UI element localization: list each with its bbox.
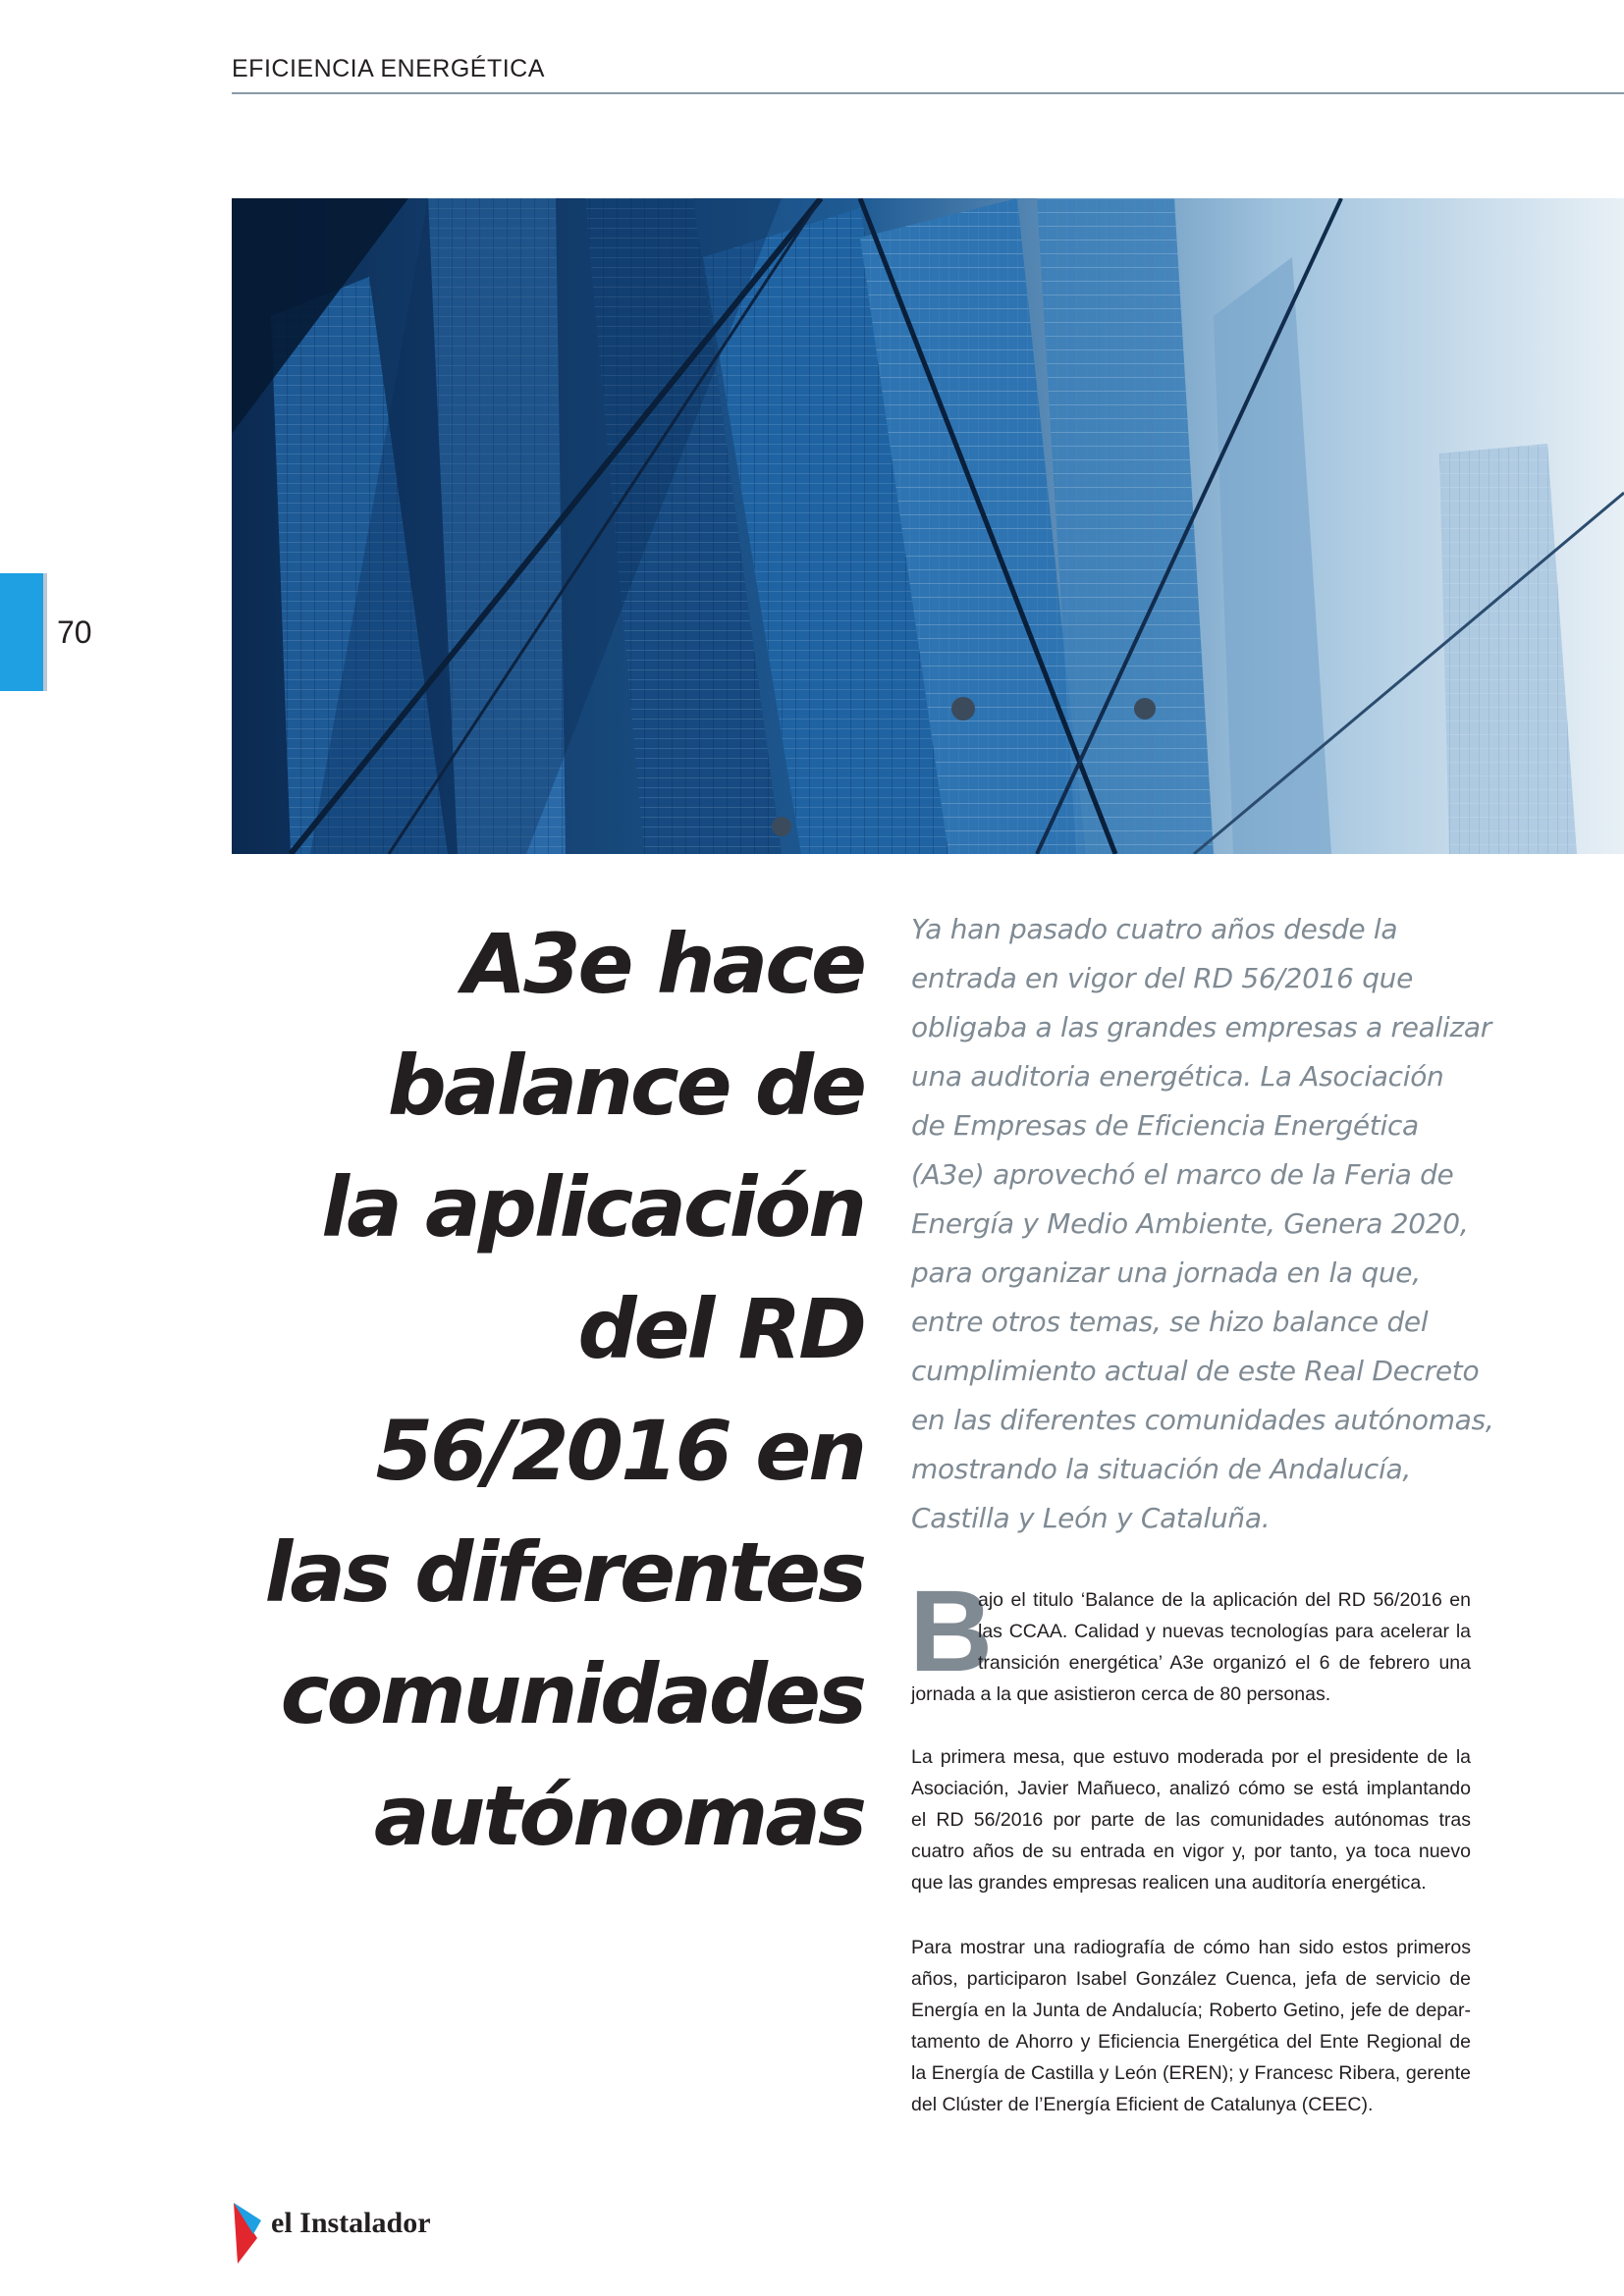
logo-text: el Instalador xyxy=(271,2207,431,2239)
lead-line: para organizar una jornada en la que, xyxy=(911,1256,1421,1289)
section-header: EFICIENCIA ENERGÉTICA xyxy=(232,55,545,82)
body-line: tamento de Ahorro y Eficiencia Energética del Ente Regional de xyxy=(911,2031,1471,2053)
title-line: 56/2016 en xyxy=(375,1403,864,1499)
lead-line: de Empresas de Eficiencia Energética xyxy=(911,1109,1419,1142)
body-line: ajo el titulo ‘Balance de la aplicación del RD 56/2016 en xyxy=(978,1589,1471,1611)
title-line: comunidades xyxy=(280,1646,864,1742)
body-paragraph-1 xyxy=(909,1567,1471,1710)
body-paragraph-2 xyxy=(911,1741,1471,1898)
lead-line: mostrando la situación de Andalucía, xyxy=(911,1453,1411,1485)
title-line: balance de xyxy=(387,1038,864,1134)
body-line: La primera mesa, que estuvo moderada por el presidente de la xyxy=(911,1746,1471,1768)
article-title xyxy=(196,903,864,1877)
lead-line: obligaba a las grandes empresas a realizar xyxy=(911,1011,1491,1043)
lead-line: cumplimiento actual de este Real Decreto xyxy=(911,1355,1480,1387)
lead-line: en las diferentes comunidades autónomas, xyxy=(911,1404,1494,1436)
body-line: que las grandes empresas realicen una auditoría energética. xyxy=(911,1872,1427,1894)
lead-line: Energía y Medio Ambiente, Genera 2020, xyxy=(911,1207,1469,1240)
body-line: las CCAA. Calidad y nuevas tecnologías para acelerar la xyxy=(978,1621,1471,1642)
title-line: A3e hace xyxy=(462,916,864,1012)
lead-line: entre otros temas, se hizo balance del xyxy=(911,1306,1429,1338)
lead-line: entrada en vigor del RD 56/2016 que xyxy=(911,962,1414,994)
lead-line: (A3e) aprovechó el marco de la Feria de xyxy=(911,1158,1454,1191)
page-tab-marker xyxy=(0,573,47,691)
body-line: la Energía de Castilla y León (EREN); y Francesc Ribera, gerente xyxy=(911,2062,1471,2084)
glass-skyscrapers-photo-icon xyxy=(232,198,1624,854)
page-number: 70 xyxy=(57,614,92,650)
body-line: del Clúster de l’Energía Eficient de Catalunya (CEEC). xyxy=(911,2094,1374,2115)
title-line: del RD xyxy=(577,1281,864,1377)
header-rule xyxy=(232,92,1624,94)
body-line: jornada a la que asistieron cerca de 80 personas. xyxy=(911,1683,1331,1705)
body-line: Energía en la Junta de Andalucía; Roberto Getino, jefe de depar- xyxy=(911,2000,1471,2021)
body-line: Para mostrar una radiografía de cómo han sido estos primeros xyxy=(911,1937,1471,1958)
hero-image xyxy=(232,198,1624,854)
body-line: transición energética’ A3e organizó el 6 de febrero una xyxy=(978,1652,1471,1674)
title-line: autónomas xyxy=(373,1768,864,1864)
lead-line: Ya han pasado cuatro años desde la xyxy=(911,913,1398,945)
lead-line: Castilla y León y Cataluña. xyxy=(911,1502,1271,1534)
body-line: Asociación, Javier Mañueco, analizó cómo se está implantando xyxy=(911,1778,1471,1799)
title-line: las diferentes xyxy=(264,1524,864,1621)
title-line: la aplicación xyxy=(321,1159,864,1255)
drop-cap: B xyxy=(909,1567,994,1696)
article-lead xyxy=(911,905,1510,1543)
body-paragraph-3 xyxy=(911,1932,1471,2120)
body-line: cuatro años de su entrada en vigor y, por tanto, ya toca nuevo xyxy=(911,1841,1471,1862)
lead-line: una auditoria energética. La Asociación xyxy=(911,1060,1444,1093)
body-line: años, participaron Isabel González Cuenca, jefa de servicio de xyxy=(911,1968,1471,1990)
body-line: el RD 56/2016 por parte de las comunidades autónomas tras xyxy=(911,1809,1471,1831)
